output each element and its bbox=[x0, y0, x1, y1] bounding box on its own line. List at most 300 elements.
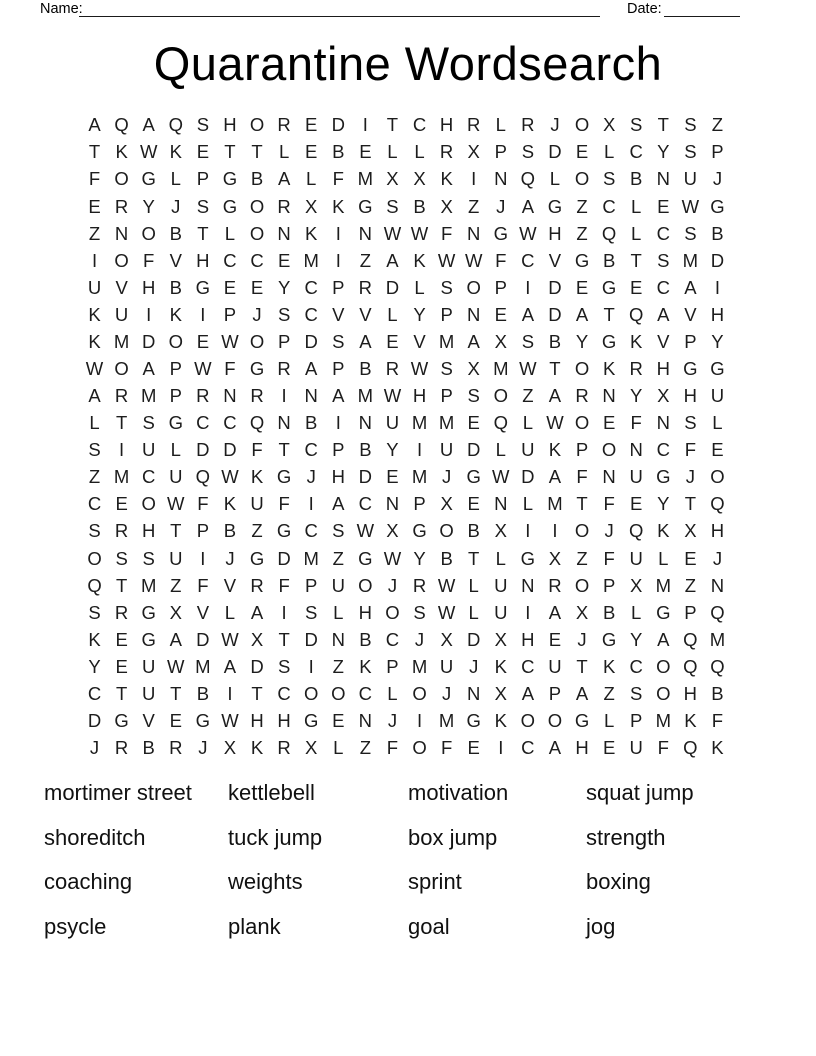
grid-letter: C bbox=[304, 276, 318, 298]
grid-letter: F bbox=[224, 357, 236, 379]
grid-letter: J bbox=[496, 195, 506, 217]
grid-letter: P bbox=[305, 574, 318, 596]
grid-letter: O bbox=[574, 357, 590, 379]
grid-letter: T bbox=[576, 493, 588, 515]
grid-letter: D bbox=[196, 628, 210, 650]
grid-letter: V bbox=[169, 249, 182, 271]
grid-letter: E bbox=[223, 276, 237, 298]
grid-letter: N bbox=[304, 385, 318, 407]
grid-letter: W bbox=[356, 520, 375, 542]
grid-letter: U bbox=[629, 466, 643, 488]
grid-letter: T bbox=[576, 655, 588, 677]
grid-letter: O bbox=[656, 682, 671, 704]
grid-letter: C bbox=[358, 493, 373, 515]
grid-letter: U bbox=[142, 682, 156, 704]
word-list-item: boxing bbox=[586, 869, 651, 895]
grid-letter: L bbox=[658, 547, 669, 569]
grid-letter: X bbox=[440, 493, 453, 515]
word-list-item: tuck jump bbox=[228, 824, 323, 850]
grid-letter: B bbox=[548, 330, 562, 352]
grid-letter: R bbox=[114, 601, 129, 623]
grid-letter: B bbox=[169, 222, 182, 244]
grid-letter: T bbox=[251, 141, 263, 163]
grid-letter: B bbox=[467, 520, 480, 542]
grid-letter: I bbox=[281, 601, 287, 623]
grid-letter: B bbox=[440, 547, 453, 569]
grid-letter: A bbox=[467, 330, 480, 352]
grid-letter: I bbox=[308, 493, 314, 515]
grid-letter: I bbox=[498, 737, 504, 759]
grid-letter: F bbox=[197, 493, 209, 515]
grid-letter: B bbox=[630, 168, 643, 190]
grid-letter: K bbox=[305, 222, 318, 244]
date-label: Date: bbox=[627, 1, 662, 17]
grid-letter: O bbox=[412, 737, 427, 759]
grid-letter: M bbox=[113, 330, 130, 352]
grid-letter: Z bbox=[359, 737, 372, 759]
grid-letter: A bbox=[521, 195, 535, 217]
grid-letter: C bbox=[87, 493, 102, 515]
grid-letter: E bbox=[467, 412, 480, 434]
grid-letter: P bbox=[684, 330, 697, 352]
grid-letter: R bbox=[575, 385, 589, 407]
grid-letter: D bbox=[548, 303, 562, 325]
grid-letter: C bbox=[223, 412, 237, 434]
grid-letter: G bbox=[195, 710, 211, 731]
grid-letter: J bbox=[171, 195, 181, 217]
grid-letter: G bbox=[114, 710, 129, 731]
grid-letter: O bbox=[331, 682, 346, 704]
grid-letter: C bbox=[656, 439, 670, 461]
grid-letter: U bbox=[169, 466, 183, 488]
grid-letter: R bbox=[277, 357, 291, 379]
grid-letter: O bbox=[114, 357, 129, 379]
word-list bbox=[44, 779, 784, 958]
grid-letter: X bbox=[494, 682, 507, 704]
grid-letter: Z bbox=[332, 655, 344, 677]
grid-letter: B bbox=[602, 249, 616, 271]
grid-letter: U bbox=[250, 493, 264, 515]
grid-letter: M bbox=[655, 710, 671, 731]
grid-letter: K bbox=[88, 628, 101, 650]
grid-letter: N bbox=[114, 222, 129, 244]
grid-letter: R bbox=[277, 737, 291, 759]
grid-letter: N bbox=[656, 168, 670, 190]
grid-letter: X bbox=[169, 601, 182, 623]
grid-letter: S bbox=[440, 276, 453, 298]
grid-letter: C bbox=[250, 249, 264, 271]
grid-letter: A bbox=[88, 385, 101, 407]
grid-letter: E bbox=[386, 330, 399, 352]
grid-letter: C bbox=[602, 195, 616, 217]
grid-letter: K bbox=[223, 493, 237, 515]
grid-letter: I bbox=[362, 114, 368, 136]
grid-letter: X bbox=[684, 520, 697, 542]
grid-letter: A bbox=[250, 601, 264, 623]
grid-letter: I bbox=[308, 655, 314, 677]
grid-letter: F bbox=[657, 737, 669, 759]
grid-letter: M bbox=[140, 574, 157, 596]
grid-letter: Q bbox=[710, 601, 725, 623]
grid-letter: D bbox=[467, 628, 481, 650]
grid-letter: C bbox=[656, 222, 670, 244]
grid-letter: I bbox=[119, 439, 125, 461]
grid-letter: Q bbox=[520, 168, 536, 190]
grid-letter: S bbox=[142, 412, 155, 434]
grid-letter: D bbox=[142, 330, 156, 352]
grid-letter: W bbox=[167, 655, 185, 677]
grid-letter: V bbox=[196, 601, 210, 623]
grid-letter: L bbox=[333, 737, 344, 759]
word-list-item: psycle bbox=[44, 914, 107, 940]
grid-letter: E bbox=[630, 276, 643, 298]
grid-letter: H bbox=[439, 114, 454, 136]
grid-letter: A bbox=[359, 330, 372, 352]
grid-letter: J bbox=[414, 628, 425, 650]
grid-letter: T bbox=[386, 114, 399, 136]
grid-letter: C bbox=[304, 303, 318, 325]
grid-letter: J bbox=[712, 547, 723, 569]
grid-letter: P bbox=[440, 303, 453, 325]
grid-letter: X bbox=[657, 385, 670, 407]
grid-letter: L bbox=[414, 141, 425, 163]
grid-letter: T bbox=[657, 114, 669, 136]
grid-letter: U bbox=[710, 385, 725, 407]
grid-letter: L bbox=[603, 710, 615, 731]
grid-letter: I bbox=[335, 222, 341, 244]
grid-letter: W bbox=[221, 628, 239, 650]
grid-letter: W bbox=[492, 466, 510, 488]
grid-letter: J bbox=[712, 168, 723, 190]
grid-letter: D bbox=[710, 249, 725, 271]
grid-letter: A bbox=[142, 357, 155, 379]
grid-letter: S bbox=[657, 249, 670, 271]
grid-letter: L bbox=[224, 601, 236, 623]
grid-letter: O bbox=[141, 493, 156, 515]
grid-letter: X bbox=[494, 330, 507, 352]
grid-letter: L bbox=[414, 276, 425, 298]
grid-letter: K bbox=[440, 168, 453, 190]
grid-letter: F bbox=[603, 493, 615, 515]
grid-letter: X bbox=[440, 195, 453, 217]
grid-letter: S bbox=[332, 330, 345, 352]
page-title: Quarantine Wordsearch bbox=[153, 37, 663, 90]
grid-letter: R bbox=[358, 276, 373, 298]
grid-letter: Y bbox=[575, 330, 589, 352]
grid-letter: C bbox=[358, 682, 373, 704]
grid-letter: A bbox=[521, 682, 535, 704]
grid-letter: U bbox=[385, 412, 400, 434]
grid-letter: B bbox=[250, 168, 264, 190]
grid-letter: I bbox=[200, 303, 206, 325]
grid-letter: P bbox=[223, 303, 237, 325]
grid-letter: P bbox=[630, 710, 643, 731]
grid-letter: M bbox=[438, 412, 455, 434]
grid-letter: U bbox=[439, 439, 454, 461]
grid-letter: Y bbox=[630, 628, 643, 650]
word-list-item: sprint bbox=[408, 869, 462, 895]
grid-letter: U bbox=[521, 439, 535, 461]
grid-letter: H bbox=[142, 520, 156, 542]
grid-letter: G bbox=[276, 520, 292, 542]
grid-letter: H bbox=[575, 737, 589, 759]
grid-letter: W bbox=[681, 195, 700, 217]
grid-letter: V bbox=[332, 303, 345, 325]
grid-letter: Q bbox=[87, 574, 102, 596]
grid-letter: R bbox=[169, 737, 183, 759]
grid-letter: H bbox=[196, 249, 210, 271]
name-blank-line bbox=[79, 16, 600, 17]
grid-letter: M bbox=[493, 357, 509, 379]
grid-letter: W bbox=[410, 222, 429, 244]
word-list-item: plank bbox=[228, 914, 281, 940]
grid-letter: O bbox=[520, 710, 536, 731]
grid-letter: R bbox=[114, 520, 129, 542]
grid-letter: Z bbox=[576, 195, 588, 217]
grid-letter: P bbox=[548, 682, 562, 704]
grid-letter: F bbox=[88, 168, 101, 190]
grid-letter: Q bbox=[710, 493, 725, 515]
grid-letter: J bbox=[577, 628, 587, 650]
grid-letter: L bbox=[333, 601, 344, 623]
grid-letter: D bbox=[467, 439, 481, 461]
grid-letter: U bbox=[142, 655, 156, 677]
grid-letter: S bbox=[521, 141, 535, 163]
grid-letter: Q bbox=[493, 412, 508, 434]
grid-letter: G bbox=[601, 330, 617, 352]
grid-letter: I bbox=[416, 439, 423, 461]
word-list-item: weights bbox=[228, 869, 303, 895]
grid-letter: A bbox=[521, 303, 535, 325]
grid-letter: D bbox=[548, 276, 562, 298]
word-list-item: jog bbox=[586, 914, 616, 940]
grid-letter: Z bbox=[684, 574, 697, 596]
grid-letter: N bbox=[277, 222, 291, 244]
grid-letter: Q bbox=[601, 222, 617, 244]
grid-letter: F bbox=[603, 547, 615, 569]
grid-letter: D bbox=[385, 276, 400, 298]
grid-letter: A bbox=[277, 168, 291, 190]
grid-letter: W bbox=[85, 357, 104, 379]
grid-letter: O bbox=[656, 655, 671, 677]
grid-letter: B bbox=[711, 682, 724, 704]
grid-letter: M bbox=[411, 412, 428, 434]
grid-letter: B bbox=[142, 737, 155, 759]
grid-letter: R bbox=[521, 114, 535, 136]
grid-letter: G bbox=[493, 222, 508, 244]
grid-letter: L bbox=[387, 682, 398, 704]
grid-letter: K bbox=[494, 710, 507, 731]
grid-letter: A bbox=[88, 114, 101, 136]
grid-letter: W bbox=[194, 357, 212, 379]
grid-letter: B bbox=[223, 520, 237, 542]
grid-letter: E bbox=[196, 141, 210, 163]
grid-letter: K bbox=[169, 141, 182, 163]
grid-letter: I bbox=[471, 168, 477, 190]
grid-letter: C bbox=[142, 466, 156, 488]
grid-letter: C bbox=[385, 628, 400, 650]
grid-letter: P bbox=[494, 276, 507, 298]
grid-letter: S bbox=[602, 168, 616, 190]
grid-letter: U bbox=[494, 601, 508, 623]
grid-letter: E bbox=[602, 412, 616, 434]
grid-letter: P bbox=[386, 655, 399, 677]
grid-letter: E bbox=[115, 655, 128, 677]
grid-letter: K bbox=[115, 141, 128, 163]
grid-letter: B bbox=[305, 412, 318, 434]
grid-letter: D bbox=[331, 114, 345, 136]
grid-letter: W bbox=[383, 385, 402, 407]
grid-letter: Q bbox=[249, 412, 265, 434]
grid-letter: K bbox=[494, 655, 507, 677]
grid-letter: I bbox=[525, 276, 531, 298]
grid-letter: O bbox=[114, 168, 129, 190]
grid-letter: T bbox=[170, 520, 182, 542]
grid-letter: O bbox=[574, 520, 590, 542]
grid-letter: S bbox=[386, 195, 399, 217]
grid-letter: R bbox=[385, 357, 400, 379]
grid-letter: X bbox=[386, 168, 399, 190]
grid-letter: W bbox=[167, 493, 185, 515]
grid-letter: Y bbox=[413, 303, 426, 325]
grid-letter: Z bbox=[88, 222, 101, 244]
grid-letter: S bbox=[196, 195, 210, 217]
grid-letter: X bbox=[223, 737, 237, 759]
grid-letter: X bbox=[630, 574, 643, 596]
grid-letter: Y bbox=[386, 439, 399, 461]
grid-letter: C bbox=[87, 682, 102, 704]
grid-letter: B bbox=[359, 628, 372, 650]
grid-letter: I bbox=[91, 249, 98, 271]
grid-letter: I bbox=[335, 412, 341, 434]
grid-letter: T bbox=[684, 493, 697, 515]
grid-letter: C bbox=[196, 412, 210, 434]
grid-letter: Z bbox=[88, 466, 101, 488]
grid-letter: E bbox=[575, 276, 589, 298]
grid-letter: U bbox=[494, 574, 508, 596]
grid-letter: N bbox=[494, 168, 508, 190]
grid-letter: A bbox=[548, 601, 562, 623]
grid-letter: N bbox=[494, 493, 508, 515]
grid-letter: J bbox=[441, 682, 452, 704]
grid-letter: S bbox=[305, 601, 318, 623]
grid-letter: W bbox=[437, 601, 456, 623]
grid-letter: N bbox=[710, 574, 725, 596]
grid-letter: P bbox=[169, 357, 182, 379]
grid-letter: M bbox=[357, 385, 374, 407]
grid-letter: F bbox=[576, 466, 588, 488]
grid-letter: V bbox=[684, 303, 697, 325]
grid-letter: X bbox=[467, 357, 480, 379]
grid-letter: L bbox=[224, 222, 236, 244]
grid-letter: O bbox=[412, 682, 427, 704]
grid-letter: Y bbox=[657, 493, 670, 515]
grid-letter: J bbox=[469, 655, 479, 677]
grid-letter: E bbox=[711, 439, 724, 461]
letter-grid bbox=[81, 112, 731, 762]
grid-letter: E bbox=[386, 466, 399, 488]
word-list-item: motivation bbox=[408, 780, 509, 805]
grid-letter: J bbox=[225, 547, 235, 569]
grid-letter: S bbox=[630, 682, 643, 704]
grid-letter: G bbox=[304, 710, 319, 731]
grid-letter: G bbox=[358, 195, 373, 217]
grid-letter: I bbox=[416, 710, 423, 731]
grid-letter: C bbox=[521, 737, 535, 759]
grid-letter: Q bbox=[114, 114, 129, 136]
grid-letter: L bbox=[495, 547, 506, 569]
grid-letter: O bbox=[358, 574, 373, 596]
grid-letter: N bbox=[521, 574, 535, 596]
grid-letter: V bbox=[223, 574, 237, 596]
grid-letter: K bbox=[250, 737, 264, 759]
grid-letter: O bbox=[385, 601, 400, 623]
grid-letter: L bbox=[278, 141, 290, 163]
grid-letter: T bbox=[278, 628, 290, 650]
grid-letter: L bbox=[603, 141, 615, 163]
grid-letter: H bbox=[142, 276, 156, 298]
grid-letter: X bbox=[386, 520, 399, 542]
grid-letter: Z bbox=[576, 547, 588, 569]
grid-letter: C bbox=[629, 141, 643, 163]
grid-letter: K bbox=[602, 357, 616, 379]
grid-letter: E bbox=[602, 737, 616, 759]
grid-letter: M bbox=[113, 466, 130, 488]
grid-letter: F bbox=[630, 412, 642, 434]
grid-letter: G bbox=[222, 195, 238, 217]
grid-letter: W bbox=[519, 222, 537, 244]
grid-letter: P bbox=[169, 385, 182, 407]
grid-letter: O bbox=[249, 330, 265, 352]
grid-letter: G bbox=[574, 710, 590, 731]
grid-letter: K bbox=[657, 520, 670, 542]
grid-letter: H bbox=[683, 682, 698, 704]
grid-letter: R bbox=[277, 195, 291, 217]
grid-letter: R bbox=[629, 357, 643, 379]
grid-letter: N bbox=[385, 493, 400, 515]
grid-letter: Z bbox=[170, 574, 182, 596]
grid-letter: O bbox=[601, 439, 617, 461]
grid-letter: D bbox=[196, 439, 210, 461]
grid-letter: R bbox=[250, 574, 264, 596]
grid-letter: J bbox=[550, 114, 560, 136]
grid-letter: E bbox=[332, 710, 345, 731]
grid-letter: F bbox=[197, 574, 209, 596]
grid-letter: U bbox=[629, 737, 643, 759]
grid-letter: M bbox=[195, 655, 211, 677]
grid-letter: R bbox=[412, 574, 427, 596]
grid-letter: O bbox=[547, 710, 563, 731]
grid-letter: P bbox=[711, 141, 724, 163]
grid-letter: G bbox=[710, 195, 725, 217]
grid-letter: S bbox=[684, 141, 697, 163]
grid-letter: U bbox=[87, 276, 102, 298]
grid-letter: H bbox=[277, 710, 291, 731]
grid-letter: D bbox=[304, 628, 318, 650]
grid-letter: J bbox=[387, 710, 398, 731]
grid-letter: W bbox=[383, 222, 402, 244]
grid-letter: S bbox=[630, 114, 643, 136]
grid-letter: E bbox=[494, 303, 507, 325]
grid-letter: D bbox=[548, 141, 562, 163]
grid-letter: A bbox=[575, 682, 589, 704]
grid-letter: C bbox=[277, 682, 291, 704]
grid-letter: H bbox=[331, 466, 345, 488]
grid-letter: H bbox=[683, 385, 698, 407]
word-list-item: mortimer street bbox=[44, 780, 192, 805]
grid-letter: Z bbox=[576, 222, 588, 244]
grid-letter: X bbox=[305, 195, 318, 217]
